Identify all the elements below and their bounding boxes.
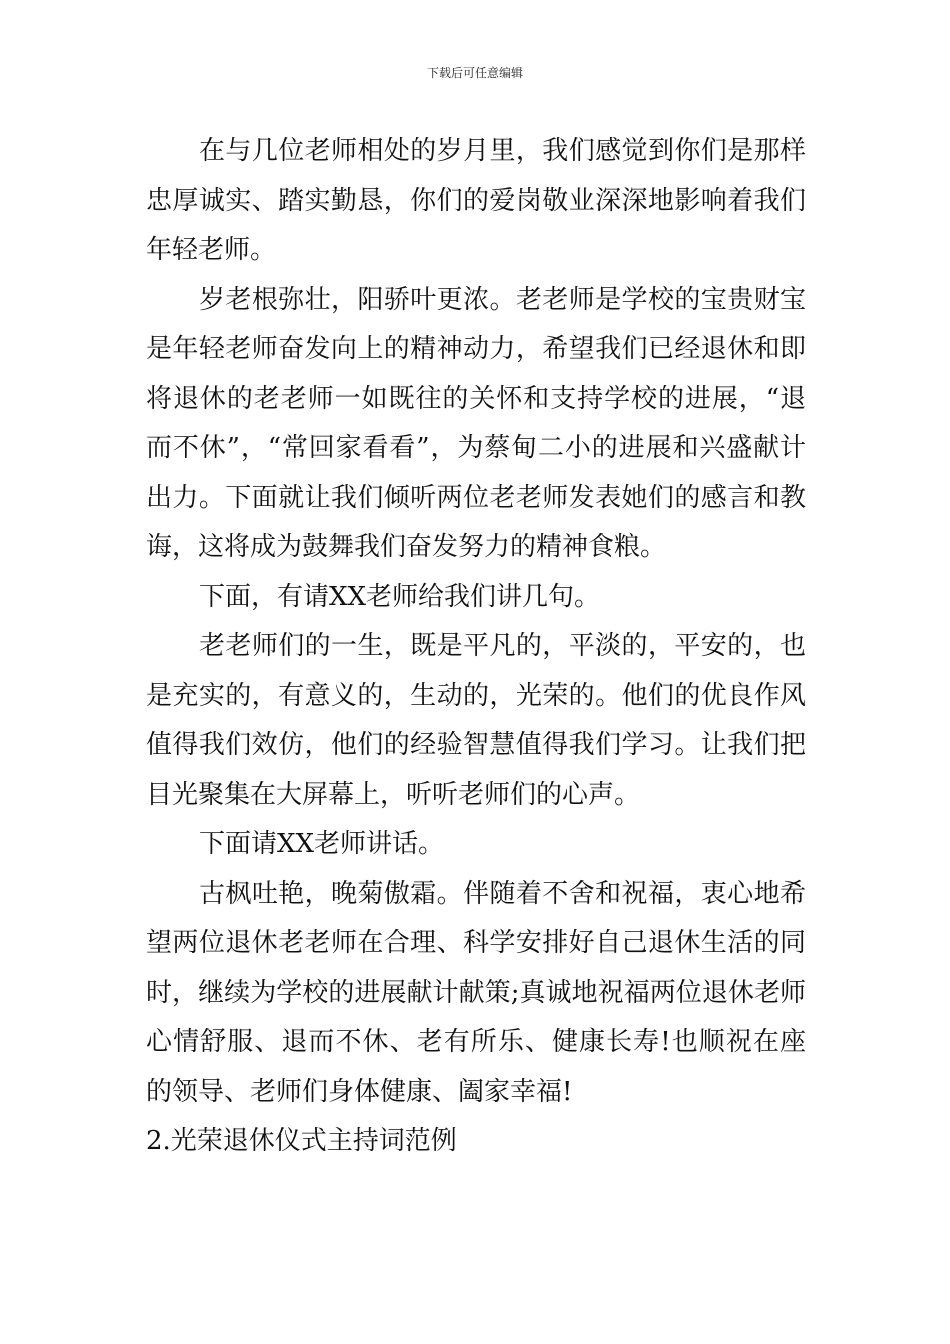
- document-body: [146, 127, 806, 1167]
- paragraph-4: 老老师们的一生，既是平凡的，平淡的，平安的，也是充实的，有意义的，生动的，光荣的。他们的优良作风值得我们效仿，他们的经验智慧值得我们学习。让我们把目光聚集在大屏幕上，听听老师们的心声。: [146, 631, 806, 810]
- paragraph-6: 古枫吐艳，晚菊傲霜。伴随着不舍和祝福，衷心地希望两位退休老老师在合理、科学安排好自己退休生活的同时，继续为学校的进展献计献策;真诚地祝福两位退休老师心情舒服、退而不休、老有所乐、健康长寿!也顺祝在座的领导、老师们身体健康、阖家幸福!: [146, 878, 806, 1107]
- section-heading: 2.光荣退休仪式主持词范例: [146, 1126, 457, 1156]
- paragraph-2: 岁老根弥壮，阳骄叶更浓。老老师是学校的宝贵财宝是年轻老师奋发向上的精神动力，希望我们已经退休和即将退休的老老师一如既往的关怀和支持学校的进展，“退而不休”，“常回家看看”，为蔡甸二小的进展和兴盛献计出力。下面就让我们倾听两位老老师发表她们的感言和教诲，这将成为鼓舞我们奋发努力的精神食粮。: [146, 284, 806, 562]
- page-header-note: 下载后可任意编辑: [426, 66, 523, 80]
- paragraph-3: 下面，有请XX老师给我们讲几句。: [199, 581, 601, 612]
- paragraph-5: 下面请XX老师讲话。: [199, 829, 445, 859]
- paragraph-1: 在与几位老师相处的岁月里，我们感觉到你们是那样忠厚诚实、踏实勤恳，你们的爱岗敬业深深地影响着我们年轻老师。: [146, 136, 806, 265]
